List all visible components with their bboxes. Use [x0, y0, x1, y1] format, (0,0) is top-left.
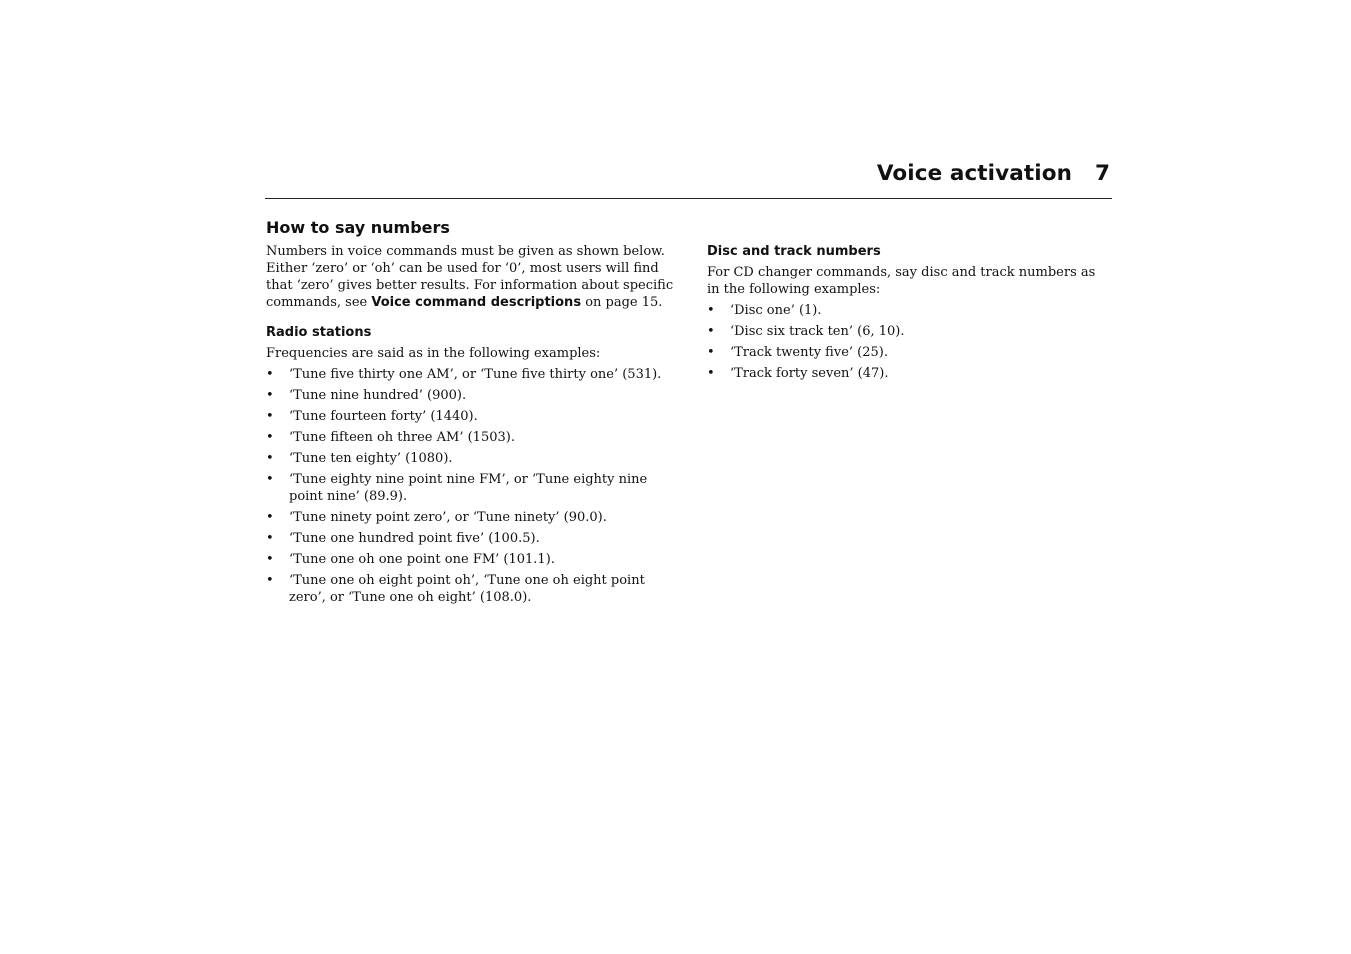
bullet: •: [266, 552, 274, 567]
list-item: • ‘Tune fifteen oh three AM’ (1503).: [266, 430, 515, 445]
bullet: •: [266, 430, 274, 445]
left-column: [266, 217, 678, 610]
list-item: • ‘Tune one oh one point one FM’ (101.1).: [266, 552, 555, 567]
list-item: • ‘Disc one’ (1).: [707, 303, 822, 318]
bullet: •: [266, 531, 274, 546]
list-item: • ‘Tune eighty nine point nine FM’, or ‘Tune eighty nine point nine’ (89.9).: [266, 472, 648, 504]
radio-examples-list: [266, 366, 678, 606]
bullet: •: [266, 573, 274, 588]
page-header: [265, 158, 1112, 199]
list-item: • ‘Track forty seven’ (47).: [707, 366, 889, 381]
list-item: • ‘Disc six track ten’ (6, 10).: [707, 324, 905, 339]
numbers-heading: How to say numbers: [266, 218, 450, 237]
list-item: • ‘Tune one oh eight point oh’, ‘Tune one oh eight point zero’, or ‘Tune one oh eight’ (108.0).: [266, 573, 645, 605]
list-item: • ‘Track twenty five’ (25).: [707, 345, 888, 360]
intro-paragraph: [266, 243, 678, 311]
right-column: [707, 243, 1107, 386]
list-item: • ‘Tune nine hundred’ (900).: [266, 388, 467, 403]
list-item: • ‘Tune fourteen forty’ (1440).: [266, 409, 478, 424]
bullet: •: [266, 472, 274, 487]
list-item: • ‘Tune five thirty one AM’, or ‘Tune five thirty one’ (531).: [266, 367, 662, 382]
section-title: Voice activation: [876, 161, 1072, 186]
bullet: •: [707, 303, 715, 318]
list-item: • ‘Tune ten eighty’ (1080).: [266, 451, 453, 466]
voice-command-descriptions-ref: Voice command descriptions: [371, 295, 582, 310]
radio-stations-heading: Radio stations: [266, 325, 372, 340]
intro-tail: on page 15.: [581, 295, 663, 310]
bullet: •: [707, 366, 715, 381]
disc-track-intro: For CD changer commands, say disc and track numbers as in the following examples:: [707, 265, 1096, 297]
bullet: •: [707, 345, 715, 360]
radio-intro: Frequencies are said as in the following examples:: [266, 346, 601, 361]
bullet: •: [266, 388, 274, 403]
bullet: •: [266, 367, 274, 382]
page-number: 7: [1095, 161, 1110, 186]
bullet: •: [266, 409, 274, 424]
bullet: •: [266, 451, 274, 466]
bullet: •: [266, 510, 274, 525]
list-item: • ‘Tune ninety point zero’, or ‘Tune ninety’ (90.0).: [266, 510, 607, 525]
intro-text: Numbers in voice commands must be given as shown below. Either ‘zero’ or ‘oh’ can be used for ‘0’, most users will find that ‘zero’ gives better results. For information about specific commands, see: [266, 244, 674, 310]
disc-track-heading: Disc and track numbers: [707, 244, 881, 259]
disc-track-examples-list: [707, 302, 1107, 382]
bullet: •: [707, 324, 715, 339]
list-item: • ‘Tune one hundred point five’ (100.5).: [266, 531, 540, 546]
